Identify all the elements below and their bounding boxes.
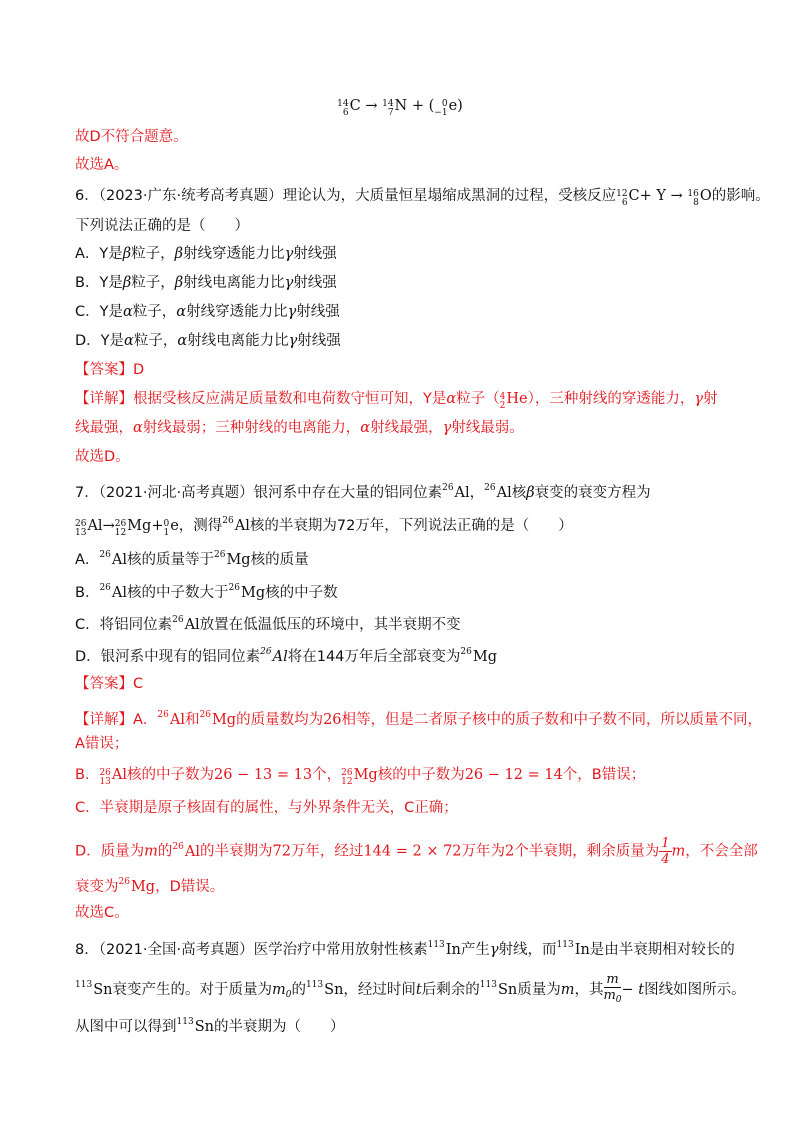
- q6-answer: 【答案】D: [75, 362, 145, 378]
- q6-option-d[interactable]: D．Y是α粒子，α射线电离能力比γ射线强: [75, 333, 341, 349]
- q7-option-a[interactable]: A．$^{26}$Al核的质量等于$^{26}$Mg核的质量: [75, 550, 309, 568]
- q7-detail-b: B． 26 13 Al核的中子数为26 − 13 = 13个， 26 12 Mg核的中子数为26 − 12 = 14个，B错误；: [75, 767, 646, 787]
- q8-stem-3: 从图中可以得到$^{113}$Sn的半衰期为（ ）: [75, 1017, 345, 1035]
- q6-detail-1: 【详解】根据受核反应满足质量数和电荷数守恒可知，Y是α粒子（ 4 2 He），三种射线的穿透能力，γ射: [75, 391, 718, 411]
- q7-option-d[interactable]: D．银河系中现有的铝同位素$^{26}$Al将在144万年后全部衰变为$^{26}$Mg: [75, 647, 498, 665]
- q6-stem: 6．（2023·广东·统考高考真题）理论认为，大质量恒星塌缩成黑洞的过程，受核反应 12 6 C+ Y → 16 8 O的影响。: [75, 188, 770, 208]
- q6-option-b[interactable]: B．Y是β粒子，β射线电离能力比γ射线强: [75, 275, 337, 291]
- q7-stem-2: 26 13 Al→ 26 12 Mg+ 0 1 e，测得$^{26}$Al核的半衰期为72万年，下列说法正确的是（ ）: [75, 516, 573, 538]
- q6-option-c[interactable]: C．Y是α粒子，α射线穿透能力比γ射线强: [75, 304, 340, 320]
- q8-stem-2: $^{113}$Sn衰变产生的。对于质量为$m_0$的$^{113}$Sn，经过时间t后剩余的$^{113}$Sn质量为m，其 $\frac{m}{m_0}$ − t图线如图所示。: [75, 972, 746, 1005]
- q7-detail-c: C．半衰期是原子核固有的属性，与外界条件无关，C正确；: [75, 800, 458, 816]
- q7-option-b[interactable]: B．$^{26}$Al核的中子数大于$^{26}$Mg核的中子数: [75, 583, 338, 601]
- q6-select: 故选D。: [75, 449, 130, 465]
- top-equation: 14 6 C → 14 7 N + ( 0 −1 e): [337, 98, 463, 118]
- q7-detail-a-2: A错误；: [75, 736, 129, 752]
- q8-stem: 8．（2021·全国·高考真题）医学治疗中常用放射性核素$^{113}$In产生γ射线，而$^{113}$In是由半衰期相对较长的: [75, 940, 735, 958]
- q6-detail-2: 线最强，α射线最弱；三种射线的电离能力，α射线最强，γ射线最弱。: [75, 420, 524, 436]
- q7-option-c[interactable]: C．将铝同位素$^{26}$Al放置在低温低压的环境中，其半衰期不变: [75, 615, 461, 633]
- q7-detail-d-2: 衰变为$^{26}$Mg，D错误。: [75, 877, 225, 895]
- q7-stem: 7．（2021·河北·高考真题）银河系中存在大量的铝同位素$^{26}$Al，$^{26}$Al核β衰变的衰变方程为: [75, 483, 651, 501]
- q7-detail-a: 【详解】A．$^{26}$Al和$^{26}$Mg的质量数均为26相等，但是二者原子核中的质子数和中子数不同，所以质量不同，: [75, 710, 763, 728]
- q7-select: 故选C。: [75, 905, 129, 921]
- q6-stem-2: 下列说法正确的是（ ）: [75, 218, 249, 234]
- q6-option-a[interactable]: A．Y是β粒子，β射线穿透能力比γ射线强: [75, 246, 337, 262]
- q5-select: 故选A。: [75, 157, 129, 173]
- q5-conclusion: 故D不符合题意。: [75, 129, 188, 145]
- q7-detail-d: D．质量为m的$^{26}$Al的半衰期为72万年，经过144 = 2 × 72万年为2个半衰期，剩余质量为 $\frac{1}{4}$ m，不会全部: [75, 836, 758, 867]
- q7-answer: 【答案】C: [75, 676, 144, 692]
